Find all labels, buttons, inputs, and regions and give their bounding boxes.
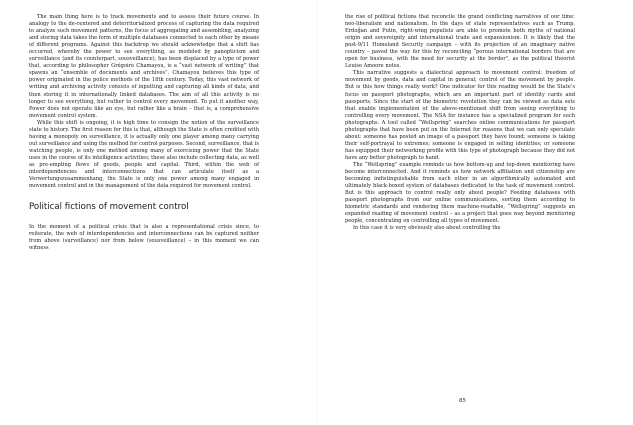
body-paragraph: In the moment of a political crisis that is also a representational crisis since, to reiterate, the web of interdependencies and interconnections can be captured neither from above (surveillance) nor from below (sousveillance) – in this moment we can witness (29, 224, 259, 252)
body-paragraph: While this shift is ongoing, it is high time to consign the notion of the surveillance state to history. The first reason for this is that, although the State is often credited with having a monopoly on surveillance, it is actually only one player among many carrying out surveillance and using the method for control purposes. Second, surveillance, that is watching people, is only one method among many of exercising power that the State uses in the course of its intelligence activities; these also include collecting data, as well as pre-empting flows of goods, people and capital. Third, within the web of interdependencies and interconnections that can articulate itself as a Verwertungszusammenhang, the State is only one power among many engaged in movement control and in the management of the data required for movement control. (29, 119, 259, 190)
body-paragraph: The “Wellspring” example reminds us how bottom-up and top-down monitoring have become interconnected. And it reminds us how network affiliation and citizenship are becoming indistinguishable from each other in an algorithmically automated and ultimately black-boxed system of databases dedicated to the task of movement control. But is this approach to control really only about people? Feeding databases with passport photographs from our online communications, sorting them according to biometric standards and rendering them machine-readable, “Wellspring” suggests an expanded reading of movement control – as a project that goes way beyond monitoring people, concentrating on controlling all types of movement. (345, 161, 575, 225)
page-number: 85 (459, 398, 466, 404)
body-paragraph: The main thing here is to track movements and to assess their future course. In analogy to the de-centered and deterritorialized process of capturing the data required to analyze such movement patterns, the focus of aggregating and assembling, analyzing and storing data takes the form of multiple databases connected to each other by means of different programs. Against this backdrop we should acknowledge that a shift has occurred, whereby the power to see everything, as modeled by panopticism and surveillance (and its counterpart, sousveillance), has been displaced by a type of power that, according to philosopher Grégoire Chamayou, is a “vast network of writing” that spawns an “ensemble of documents and archives”. Chamayou believes this type of power originated in the police methods of the 18th century. Today, this vast network of writing and archiving activity consists of inputting and capturing all kinds of data, and then storing it in internationally linked databases. The aim of all this activity is no longer to see everything, but rather to control every movement. To put it another way, Power does not operate like an eye, but rather like a brain – that is, a comprehensive movement control system. (29, 14, 259, 119)
body-paragraph: the rise of political fictions that reconcile the grand conflicting narratives of our time: neo-liberalism and nationalism. In the days of state representatives such as Trump, Erdoğan and Putin, right-wing populists are able to promote both myths of national origin and sovereignty and international trade and expansionism. It is likely that the post-9/11 Homeland Security campaign – with its projection of an imaginary native country – paved the way for this by reconciling “porous international borders that are open for business, with the need for security at the border”, as the political theorist Louise Amoore notes. (345, 14, 575, 70)
left-page (0, 0, 316, 425)
right-page (317, 0, 633, 425)
left-page-text-column (29, 14, 259, 252)
section-heading: Political fictions of movement control (29, 202, 189, 213)
right-page-text-column (345, 14, 575, 232)
body-paragraph: This narrative suggests a dialectical approach to movement control: freedom of movement by goods, data and capital in general; control of the movement by people. But is this how things really work? One indicator for this reading would be the State’s focus on passport photographs, which are an important part of identity cards and passports. Since the start of the biometric revolution they can be viewed as data sets that enable implementation of the above-mentioned shift from seeing everything to controlling every movement. The NSA for instance has a specialized program for such photographs. A tool called “Wellspring” searches online communications for passport photographs that have been put on the Internet for reasons that we can only speculate about: someone has posted an image of a passport they have found; someone is taking their self-portrayal to extremes; someone is engaged in selling identities; or someone has equipped their networking profile with this type of photograph because they did not have any better photograph to hand. (345, 70, 575, 161)
body-paragraph: In this case it is very obviously also about controlling the (353, 225, 501, 232)
